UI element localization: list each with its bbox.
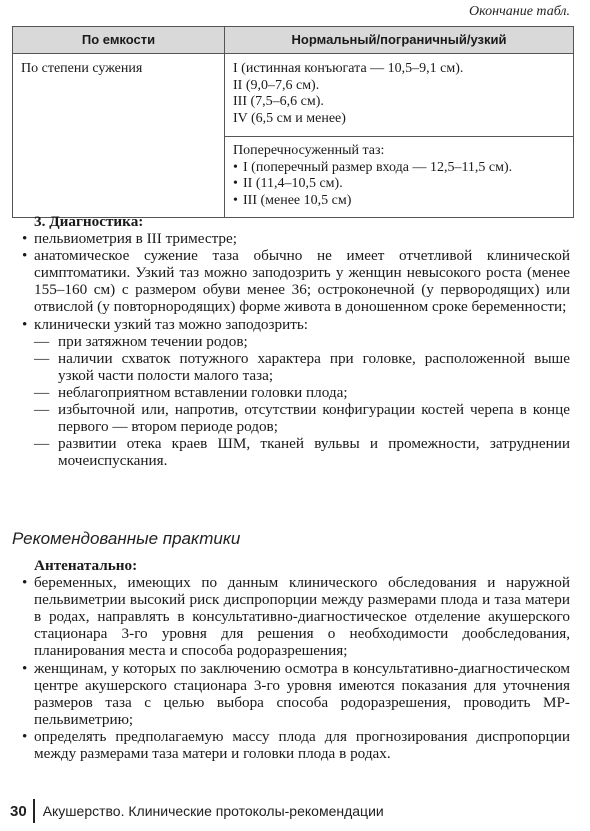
narrowing-degree-cell bbox=[225, 54, 574, 137]
transverse-item-3: • III (менее 10,5 см) bbox=[233, 193, 565, 210]
list-item: — наличии схваток потужного характера при головке, расположенной выше узкой части полости малого таза; bbox=[34, 350, 570, 384]
transverse-item-2: • II (11,4–10,5 см). bbox=[233, 176, 565, 193]
list-item: — неблагоприятном вставлении головки плода; bbox=[34, 384, 570, 401]
footer-divider bbox=[33, 799, 35, 823]
list-item: • определять предполагаемую массу плода для прогнозирования диспропорции между размерами таза матери и головки плода в родах. bbox=[34, 728, 570, 762]
table-header-row bbox=[13, 27, 574, 54]
transverse-title: Поперечносуженный таз: bbox=[233, 143, 385, 158]
diagnostics-section bbox=[34, 213, 570, 469]
degree-line-3: III (7,5–6,6 см). bbox=[233, 94, 324, 109]
list-item: • женщинам, у которых по заключению осмотра в консультативно-диагностическом центре акушерского стационара 3-го уровня имеются показания для уточнения размеров таза с целью выбора способа родоразрешения, проводить МР-пельвиметрию; bbox=[34, 660, 570, 728]
book-title: Акушерство. Клинические протоколы-рекомендации bbox=[42, 803, 384, 819]
list-item-text: клинически узкий таз можно заподозрить: bbox=[34, 315, 309, 333]
header-normal-narrow: Нормальный/пограничный/узкий bbox=[225, 27, 574, 54]
recommendations-list bbox=[34, 574, 570, 762]
row-label-cell: По степени сужения bbox=[13, 54, 225, 218]
antenatal-heading: Антенатально: bbox=[34, 557, 138, 574]
degree-line-1: I (истинная конъюгата — 10,5–9,1 см). bbox=[233, 61, 464, 76]
page-footer bbox=[10, 800, 384, 822]
header-capacity: По емкости bbox=[13, 27, 225, 54]
degree-line-2: II (9,0–7,6 см). bbox=[233, 77, 320, 93]
list-item: • анатомическое сужение таза обычно не имеет отчетливой клинической симптоматики. Узкий таз можно заподозрить у женщин невысокого роста (менее 155–160 см) с размером обуви менее 36; остроконечной (у первородящих) или отвислой (у повторнородящих) форме живота в доношенном сроке беременности; bbox=[34, 247, 570, 315]
transverse-pelvis-cell bbox=[225, 137, 574, 218]
table-caption: Окончание табл. bbox=[469, 4, 570, 19]
pelvis-table bbox=[12, 26, 574, 218]
list-item: — развитии отека краев ШМ, тканей вульвы и промежности, затруднении мочеиспускания. bbox=[34, 435, 570, 469]
diagnostics-heading: 3. Диагностика: bbox=[34, 213, 144, 230]
recommendations-section bbox=[34, 557, 570, 762]
list-item bbox=[34, 316, 570, 470]
table-row bbox=[13, 54, 574, 137]
degree-line-4: IV (6,5 см и менее) bbox=[233, 110, 346, 126]
page-number: 30 bbox=[10, 802, 27, 820]
list-item: • беременных, имеющих по данным клинического обследования и наружной пельвиметрии высокий риск диспропорции между размерами плода и таза матери в родах, направлять в консультативно-диагностическое отделение акушерского стационара 3-го уровня для решения о необходимости дообследования, планирования места и способа родоразрешения; bbox=[34, 574, 570, 659]
list-item: • пельвиометрия в III триместре; bbox=[34, 230, 570, 247]
section-title: Рекомендованные практики bbox=[12, 529, 241, 548]
clinical-signs-list bbox=[34, 333, 570, 470]
transverse-item-1: • I (поперечный размер входа — 12,5–11,5 см). bbox=[233, 160, 565, 177]
list-item: — избыточной или, напротив, отсутствии конфигурации костей черепа в конце первого — втором периоде родов; bbox=[34, 401, 570, 435]
list-item: — при затяжном течении родов; bbox=[34, 333, 570, 350]
diagnostics-list bbox=[34, 230, 570, 469]
